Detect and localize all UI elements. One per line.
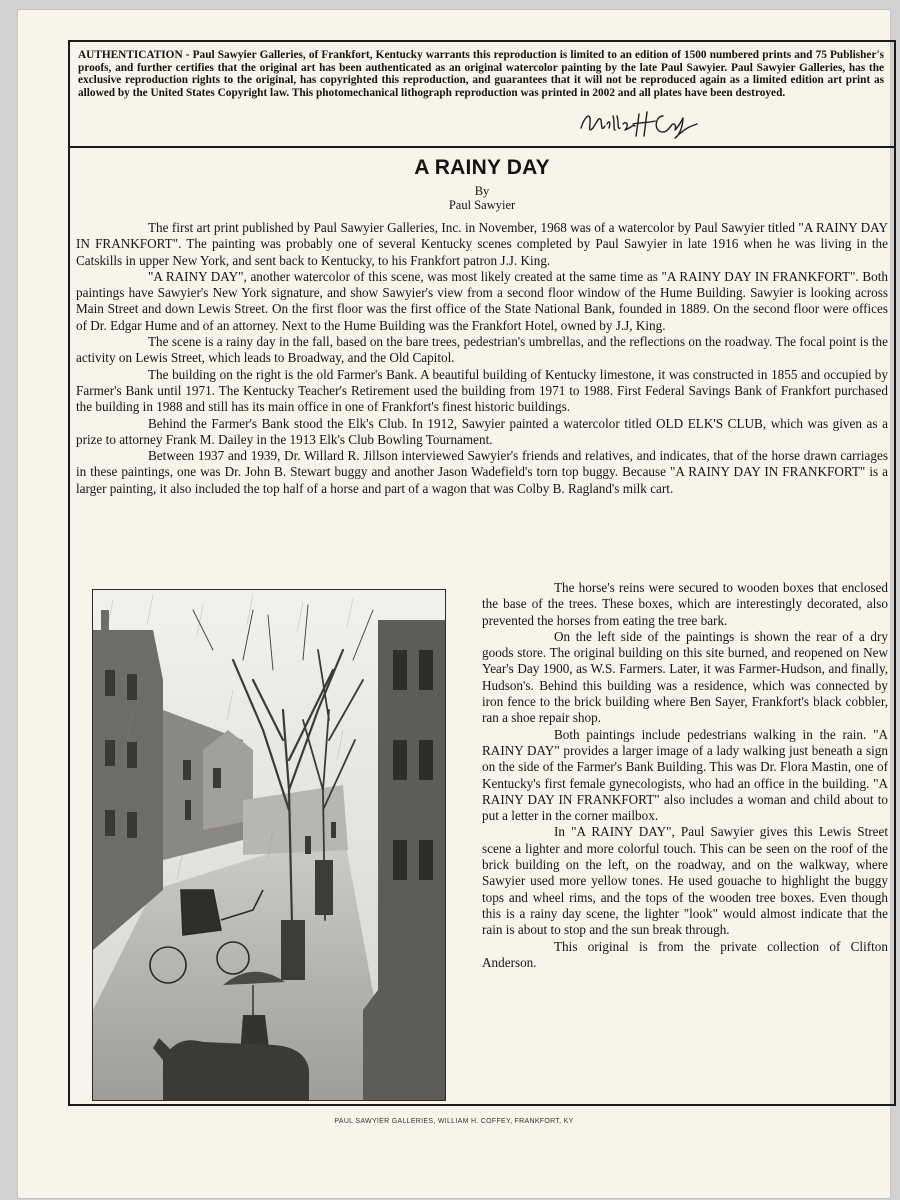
authentication-body: - Paul Sawyier Galleries, of Frankfort, Kentucky warrants this reproduction is limited to an edition of 1500 numbered prints and 75 Publisher's proofs, and further certifies that the original art has been authenticated as an original watercolor painting by the late Paul Sawyier. Paul Sawyier Galleries, has the exclusive reproduction rights to the original, has copyrighted this reproduction, and guarantees that it will not be reproduced again as a limited edition art print as allowed by the United States Copyright law. This photomechanical lithograph reproduction was printed in 2002 and all plates have been destroyed. xyxy=(78,49,884,99)
authentication-text xyxy=(78,49,884,99)
rainy-day-illustration xyxy=(92,589,446,1101)
byline xyxy=(70,184,894,212)
signature xyxy=(575,106,705,140)
paragraph: The horse's reins were secured to wooden boxes that enclosed the base of the trees. These boxes, which are interestingly decorated, also prevented the horses from eating the tree bark. xyxy=(482,580,888,628)
paragraph: Both paintings include pedestrians walking in the rain. "A RAINY DAY" provides a larger image of a lady walking just beneath a sign on the side of the Farmer's Bank Building. This was Dr. Flora Mastin, one of Kentucky's first female gynecologists, who had an office in the building. "A RAINY DAY IN FRANKFORT" also includes a woman and child about to put a letter in the corner mailbox. xyxy=(482,726,888,824)
paragraph: The scene is a rainy day in the fall, based on the bare trees, pedestrian's umbrellas, and the reflections on the roadway. The focal point is the activity on Lewis Street, which leads to Broadway, and the Old Capitol. xyxy=(76,334,888,366)
byline-by: By xyxy=(474,184,490,198)
authentication-box xyxy=(70,42,894,148)
authentication-label: AUTHENTICATION xyxy=(78,49,183,61)
footer-credit: PAUL SAWYIER GALLERIES, WILLIAM H. COFFEY, FRANKFORT, KY xyxy=(334,1118,574,1125)
paragraph: On the left side of the paintings is shown the rear of a dry goods store. The original building on this site burned, and reopened on New Year's Day 1900, as W.S. Farmers. Later, it was Farmer-Hudson, and finally, Hudson's. Behind this building was a residence, which was connected by iron fence to the brick building where Ben Sayer, Frankfort's black cobbler, ran a shoe repair shop. xyxy=(482,628,888,726)
byline-author: Paul Sawyier xyxy=(448,198,516,212)
paragraph: In "A RAINY DAY", Paul Sawyier gives this Lewis Street scene a lighter and more colorful touch. This can be seen on the roof of the brick building on the left, on the roadway, and on the walkway, where Sawyier used more yellow tones. He used gouache to highlight the buggy tops and wheel rims, and the tops of the wooden tree boxes. Even though this is a rainy day scene, the lighter "look" would almost indicate that the rain is about to stop and the sun break through. xyxy=(482,824,888,938)
article-body-right xyxy=(482,580,888,971)
paragraph: This original is from the private collection of Clifton Anderson. xyxy=(482,938,888,970)
paragraph: Behind the Farmer's Bank stood the Elk's Club. In 1912, Sawyier painted a watercolor titled OLD ELK'S CLUB, which was given as a prize to attorney Frank M. Dailey in the 1913 Elk's Club Bowling Tournament. xyxy=(76,415,888,447)
article-title: A RAINY DAY xyxy=(414,156,550,179)
document-frame xyxy=(68,40,896,1106)
paragraph: The building on the right is the old Farmer's Bank. A beautiful building of Kentucky limestone, it was constructed in 1855 and occupied by Farmer's Bank until 1971. The Kentucky Teacher's Retirement used the building from 1971 to 1988. First Federal Savings Bank of Frankfort purchased the building in 1988 and still has its main office in one of Frankfort's finest historic buildings. xyxy=(76,366,888,415)
print-sheet xyxy=(18,10,890,1198)
paragraph: "A RAINY DAY", another watercolor of this scene, was most likely created at the same time as "A RAINY DAY IN FRANKFORT". Both paintings have Sawyier's New York signature, and show Sawyier's view from a second floor window of the Hume Building. Sawyier is looking across Main Street and down Lewis Street. On the first floor was the first office of the State National Bank, founded in 1889. On the second floor were offices of Dr. Edgar Hume and of an attorney. Next to the Hume Building was the Frankfort Hotel, owned by J.J, King. xyxy=(76,268,888,333)
paragraph: The first art print published by Paul Sawyier Galleries, Inc. in November, 1968 was of a watercolor by Paul Sawyier titled "A RAINY DAY IN FRANKFORT". The painting was probably one of several Kentucky scenes completed by Paul Sawyier in late 1916 when he was living in the Catskills in upper New York, and sent back to Kentucky, to his Frankfort patron J.J. King. xyxy=(76,220,888,268)
street-scene-sketch xyxy=(93,590,445,1100)
paragraph: Between 1937 and 1939, Dr. Willard R. Jillson interviewed Sawyier's friends and relatives, and indicates, that of the horse drawn carriages in these paintings, one was Dr. John B. Stewart buggy and another Jason Wadefield's torn top buggy. Because "A RAINY DAY IN FRANKFORT" is a larger painting, it also included the top half of a horse and part of a wagon that was Colby B. Ragland's milk cart. xyxy=(76,448,888,496)
article-body-top xyxy=(76,220,888,497)
